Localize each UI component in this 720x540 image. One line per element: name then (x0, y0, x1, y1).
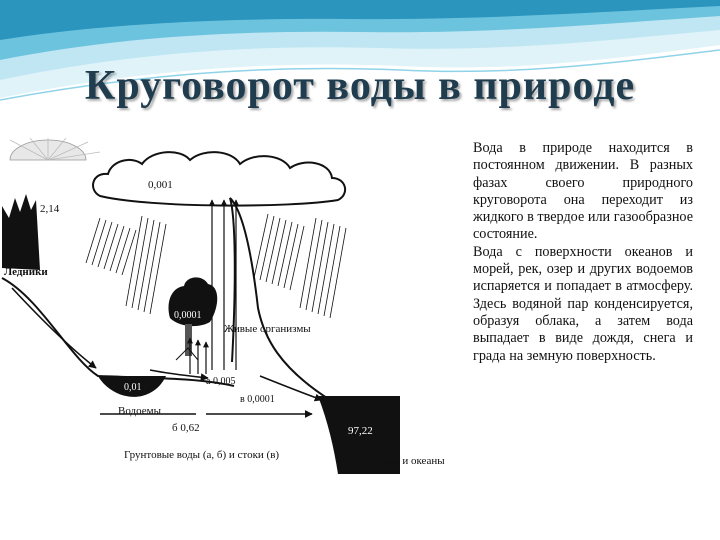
groundwater-label: Грунтовые воды (а, б) и стоки (в) (124, 449, 280, 461)
slide-title: Круговорот воды в природе (84, 63, 636, 109)
slope-outline (230, 198, 330, 400)
sun-icon (10, 138, 100, 160)
stream-a-value: а 0,005 (206, 376, 236, 387)
ocean-value: 97,22 (348, 425, 373, 437)
stream-v-value: в 0,0001 (240, 394, 275, 405)
description-paragraph: Вода в природе находится в постоянном движении. В разных фазах своего природного круговорота она переходит из жидкого в твердое или газообразное состояние. (473, 140, 693, 243)
ocean-label: Моря и океаны (374, 455, 445, 467)
cloud-value: 0,001 (148, 179, 173, 191)
glacier-icon (2, 194, 40, 270)
cloud-icon (93, 152, 345, 205)
glacier-value: 2,14 (40, 203, 60, 215)
description-paragraph: Вода с поверхности океанов и морей, рек, озер и других водоемов испаряется и попадает в атмосферу. Здесь водяной пар конденсируется, образуя облака, а затем вода выпадает в виде дождя, снега и града на земную поверхность. (473, 243, 693, 364)
lake-value: 0,01 (124, 382, 142, 393)
lakes-label: Водоемы (118, 405, 161, 417)
description-text (473, 140, 693, 365)
stream-b-value: б 0,62 (172, 422, 200, 434)
glacier-label: Ледники (4, 266, 48, 278)
water-cycle-diagram (0, 138, 470, 488)
organisms-label: Живые организмы (224, 323, 311, 335)
organisms-value: 0,0001 (174, 310, 202, 321)
